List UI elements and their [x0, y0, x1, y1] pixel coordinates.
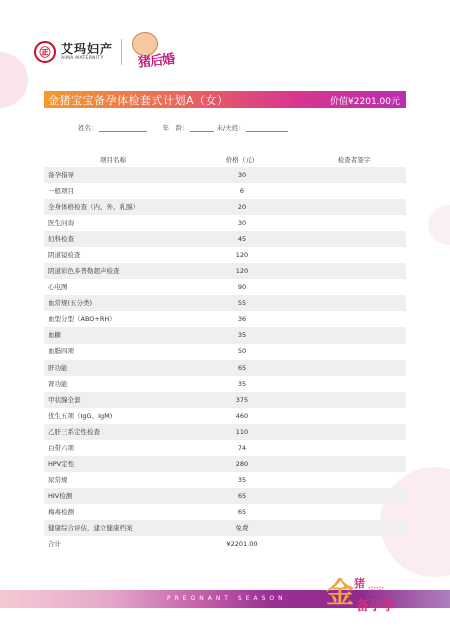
item-price: 30	[182, 167, 302, 183]
header-price: 价格（元）	[225, 155, 259, 164]
footer-logo-line2: 宝宝	[368, 586, 384, 595]
item-name: 医生问询	[48, 219, 74, 228]
item-name: 备孕指导	[44, 167, 182, 183]
item-price: 74	[237, 443, 247, 452]
name-label: 姓名：	[78, 124, 98, 132]
item-name: 白带六项	[48, 443, 74, 452]
header-item-name: 项目名称	[100, 155, 126, 164]
footer-band-text: PREGNANT SEASON	[167, 595, 287, 602]
table-row	[44, 376, 406, 392]
table-row	[44, 344, 406, 360]
brand-name-en: AIMA MATERNITY	[61, 56, 104, 61]
decorative-circle-top-left	[0, 52, 28, 108]
table-row	[44, 231, 406, 247]
table-row	[44, 488, 406, 504]
signature-cell[interactable]	[302, 424, 406, 440]
campaign-footer-logo	[326, 571, 406, 621]
aima-brand-name	[61, 42, 113, 62]
signature-cell[interactable]	[302, 263, 406, 279]
table-row	[44, 536, 406, 552]
signature-cell[interactable]	[302, 376, 406, 392]
item-name: 血糖	[44, 327, 182, 343]
footer-logo-big: 金	[326, 576, 355, 609]
signature-cell[interactable]	[302, 167, 406, 183]
table-row	[44, 215, 406, 231]
table-row	[44, 183, 406, 199]
name-field[interactable]	[99, 123, 147, 132]
table-row	[44, 456, 406, 472]
table-row	[44, 392, 406, 408]
signature-cell[interactable]	[302, 199, 406, 215]
item-name: 肾功能	[48, 379, 68, 388]
item-price: ¥2201.00	[226, 540, 258, 549]
item-price: 20	[182, 199, 302, 215]
package-title-bar	[44, 91, 406, 108]
item-name: HPV定性	[44, 456, 182, 472]
item-price: 65	[182, 488, 302, 504]
item-name: HIV检测	[44, 488, 182, 504]
campaign-pig-logo	[130, 32, 190, 72]
table-row	[44, 472, 406, 488]
signature-cell[interactable]	[302, 440, 406, 456]
table-row	[44, 504, 406, 520]
signature-cell[interactable]	[302, 456, 406, 472]
signature-cell[interactable]	[302, 215, 406, 231]
item-price: 45	[182, 231, 302, 247]
logo-divider	[121, 39, 122, 65]
item-price: 120	[235, 251, 249, 260]
item-name: 阴道镜检查	[48, 251, 81, 260]
spouse-label: 未/夫姓：	[216, 124, 245, 132]
footer-logo-line1: 猪	[354, 577, 365, 590]
item-name: 梅毒检测	[48, 507, 74, 516]
item-price: 免费	[182, 520, 302, 536]
package-title: 金猪宝宝备孕体检套式计划A（女）	[48, 94, 229, 107]
item-price: 65	[237, 507, 247, 516]
item-price: 120	[182, 263, 302, 279]
item-name: 甲状腺全套	[44, 392, 182, 408]
item-price: 110	[182, 424, 302, 440]
item-name: 合计	[48, 540, 61, 549]
item-name: 优生五项（IgG、IgM)	[48, 411, 113, 420]
item-name: 妇科检查	[44, 231, 182, 247]
item-price: 375	[182, 392, 302, 408]
item-price: 35	[237, 475, 247, 484]
table-row	[44, 279, 406, 295]
brand-name-cn: 艾玛妇产	[61, 42, 114, 56]
signature-cell[interactable]	[302, 504, 406, 520]
signature-cell[interactable]	[302, 408, 406, 424]
header-signature: 检查者签字	[337, 155, 371, 164]
item-price: 65	[182, 360, 302, 376]
item-name: 血常规(五分类)	[44, 295, 182, 311]
signature-cell[interactable]	[302, 520, 406, 536]
table-row	[44, 199, 406, 215]
item-name: 阴道彩色多普勒超声检查	[44, 263, 182, 279]
item-name: 尿常规	[48, 475, 68, 484]
item-price: 55	[182, 295, 302, 311]
table-row	[44, 408, 406, 424]
signature-cell[interactable]	[302, 536, 406, 552]
item-price: 36	[237, 315, 247, 324]
signature-cell[interactable]	[302, 231, 406, 247]
exam-items-table	[44, 151, 406, 552]
table-row	[44, 263, 406, 279]
aima-logo-icon: ㊣	[34, 41, 56, 63]
signature-cell[interactable]	[302, 183, 406, 199]
item-name: 血脂四项	[48, 347, 74, 356]
signature-cell[interactable]	[302, 472, 406, 488]
signature-cell[interactable]	[302, 488, 406, 504]
table-row	[44, 440, 406, 456]
item-name: 乙肝三系定性检查	[44, 424, 182, 440]
header-logos	[34, 32, 190, 72]
signature-cell[interactable]	[302, 311, 406, 327]
item-name: 心电图	[48, 283, 68, 292]
table-row	[44, 327, 406, 343]
table-row	[44, 360, 406, 376]
package-price: 价值¥2201.00元	[330, 97, 400, 107]
table-row	[44, 520, 406, 536]
item-price: 460	[235, 411, 249, 420]
campaign-logo-text: 猪后婚	[137, 52, 175, 71]
item-price: 35	[237, 379, 247, 388]
item-name: 全身体格检查（内、外、乳腺）	[44, 199, 182, 215]
item-price: 280	[182, 456, 302, 472]
item-name: 血型分型（ABO+RH）	[48, 315, 116, 324]
item-name: 健康综合评估，建立健康档案	[44, 520, 182, 536]
item-price: 30	[237, 219, 247, 228]
signature-cell[interactable]	[302, 295, 406, 311]
item-name: 一般项目	[48, 187, 74, 196]
signature-cell[interactable]	[302, 360, 406, 376]
signature-cell[interactable]	[302, 392, 406, 408]
signature-cell[interactable]	[302, 279, 406, 295]
table-row	[44, 295, 406, 311]
age-label: 年 龄：	[162, 124, 189, 132]
age-field[interactable]	[190, 123, 214, 132]
item-name: 肝功能	[44, 360, 182, 376]
table-row	[44, 167, 406, 183]
signature-cell[interactable]	[302, 247, 406, 263]
patient-info-form	[78, 123, 288, 132]
spouse-field[interactable]	[246, 123, 288, 132]
item-price: 90	[237, 283, 247, 292]
item-price: 35	[182, 327, 302, 343]
item-price: 6	[239, 187, 245, 196]
decorative-circle-right	[428, 205, 450, 245]
footer-logo-line3: 备孕季	[356, 599, 396, 614]
table-row	[44, 311, 406, 327]
item-price: 50	[237, 347, 247, 356]
signature-cell[interactable]	[302, 327, 406, 343]
table-row	[44, 424, 406, 440]
table-header-row	[44, 151, 406, 167]
signature-cell[interactable]	[302, 344, 406, 360]
table-row	[44, 247, 406, 263]
